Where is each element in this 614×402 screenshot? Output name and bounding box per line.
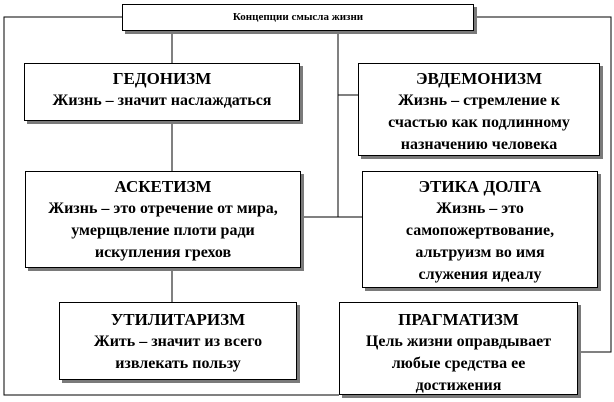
utilitarianism-description: Жить – значит из всего извлекать пользу: [93, 333, 263, 372]
asceticism-box: [25, 171, 301, 268]
concepts-root-box: [122, 4, 474, 31]
ethics-of-duty-box: [362, 171, 598, 288]
eudaemonism-box: [358, 63, 600, 156]
utilitarianism-title: УТИЛИТАРИЗМ: [110, 310, 246, 329]
asceticism-title: АСКЕТИЗМ: [114, 177, 212, 196]
eudaemonism-title: ЭВДЕМОНИЗМ: [416, 69, 542, 88]
hedonism-box: [24, 63, 300, 121]
pragmatism-title: ПРАГМАТИЗМ: [398, 310, 519, 329]
utilitarianism-box: [59, 302, 297, 380]
root-title: Концепции смысла жизни: [232, 11, 364, 23]
hedonism-description: Жизнь – значит наслаждаться: [52, 92, 272, 109]
eudaemonism-description: Жизнь – стремление к счастью как подлинному назначению человека: [388, 92, 570, 153]
pragmatism-box: [339, 302, 578, 395]
ethics-of-duty-description: Жизнь – это самопожертвование, альтруизм во имя служения идеалу: [405, 200, 555, 283]
ethics-of-duty-title: ЭТИКА ДОЛГА: [418, 177, 542, 196]
hedonism-title: ГЕДОНИЗМ: [112, 69, 212, 88]
asceticism-description: Жизнь – это отречение от мира, умерщвление плоти ради искупления грехов: [48, 200, 278, 261]
pragmatism-description: Цель жизни оправдывает любые средства ее достижения: [365, 333, 552, 394]
